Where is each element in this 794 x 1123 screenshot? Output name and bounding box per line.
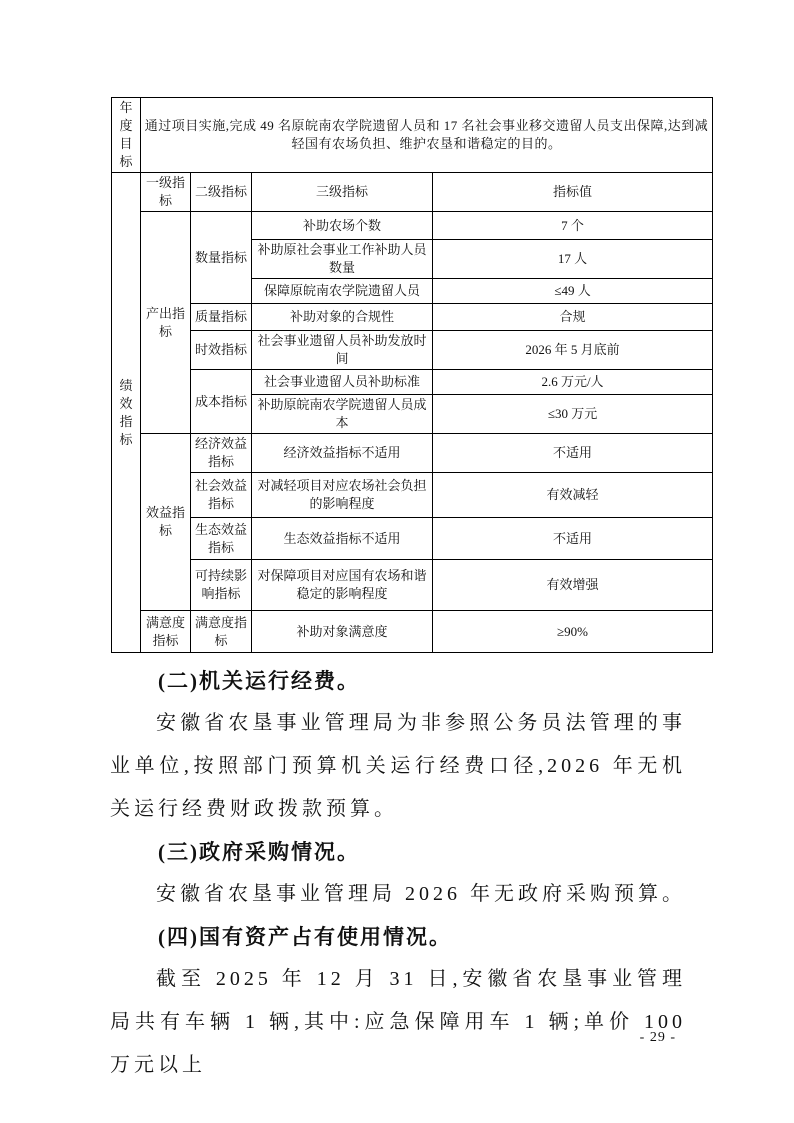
level2-cell: 社会效益指标 [191, 473, 252, 518]
section-body-2: 安徽省农垦事业管理局为非参照公务员法管理的事业单位,按照部门预算机关运行经费口径,2026 年无机关运行经费财政拨款预算。 [110, 712, 686, 820]
table-header-row [112, 173, 713, 212]
performance-indicator-table-wrap [111, 97, 713, 653]
value-cell: ≥90% [433, 611, 713, 653]
value-cell: 17 人 [433, 240, 713, 279]
value-cell: 有效减轻 [433, 473, 713, 518]
value-cell: 2026 年 5 月底前 [433, 331, 713, 370]
header-cell-level2: 二级指标 [191, 173, 252, 212]
header-cell-level1: 一级指标 [141, 173, 191, 212]
table-row [112, 434, 713, 473]
section-heading-2: (二)机关运行经费。 [158, 669, 360, 693]
annual-goal-text-cell: 通过项目实施,完成 49 名原皖南农学院遗留人员和 17 名社会事业移交遗留人员支出保障,达到减轻国有农场负担、维护农垦和谐稳定的目的。 [141, 98, 713, 173]
table-row [112, 473, 713, 518]
level1-satisfaction-cell: 满意度指标 [141, 611, 191, 653]
level3-cell: 补助农场个数 [252, 212, 433, 240]
level3-cell: 社会事业遗留人员补助发放时间 [252, 331, 433, 370]
level3-cell: 生态效益指标不适用 [252, 518, 433, 560]
table-row [112, 518, 713, 560]
level3-cell: 补助原皖南农学院遗留人员成本 [252, 395, 433, 434]
section-body-4: 截至 2025 年 12 月 31 日,安徽省农垦事业管理局共有车辆 1 辆,其中:应急保障用车 1 辆;单价 100 万元以上 [110, 968, 686, 1076]
level2-cell: 生态效益指标 [191, 518, 252, 560]
level2-cell: 经济效益指标 [191, 434, 252, 473]
value-cell: 7 个 [433, 212, 713, 240]
section-heading-4: (四)国有资产占有使用情况。 [158, 925, 452, 949]
value-cell: 合规 [433, 304, 713, 331]
section-body-3: 安徽省农垦事业管理局 2026 年无政府采购预算。 [156, 883, 686, 905]
header-cell-level3: 三级指标 [252, 173, 433, 212]
level3-cell: 补助对象的合规性 [252, 304, 433, 331]
value-cell: ≤49 人 [433, 279, 713, 304]
level2-cell: 满意度指标 [191, 611, 252, 653]
body-sections [110, 660, 686, 1087]
header-cell-value: 指标值 [433, 173, 713, 212]
level3-cell: 补助原社会事业工作补助人员数量 [252, 240, 433, 279]
level1-output-cell: 产出指标 [141, 212, 191, 434]
value-cell: 不适用 [433, 434, 713, 473]
level3-cell: 经济效益指标不适用 [252, 434, 433, 473]
performance-indicator-label-cell: 绩效指标 [112, 173, 141, 653]
value-cell: ≤30 万元 [433, 395, 713, 434]
level3-cell: 对保障项目对应国有农场和谐稳定的影响程度 [252, 560, 433, 611]
level3-cell: 对减轻项目对应农场社会负担的影响程度 [252, 473, 433, 518]
level2-cell: 时效指标 [191, 331, 252, 370]
value-cell: 有效增强 [433, 560, 713, 611]
table-row [112, 212, 713, 240]
level2-cell: 可持续影响指标 [191, 560, 252, 611]
performance-indicator-table [111, 97, 713, 653]
table-row [112, 611, 713, 653]
value-cell: 2.6 万元/人 [433, 370, 713, 395]
level3-cell: 社会事业遗留人员补助标准 [252, 370, 433, 395]
table-row [112, 98, 713, 173]
table-row [112, 331, 713, 370]
level3-cell: 保障原皖南农学院遗留人员 [252, 279, 433, 304]
table-row [112, 370, 713, 395]
annual-goal-label-cell: 年度目标 [112, 98, 141, 173]
value-cell: 不适用 [433, 518, 713, 560]
level1-benefit-cell: 效益指标 [141, 434, 191, 611]
level2-cell: 成本指标 [191, 370, 252, 434]
level3-cell: 补助对象满意度 [252, 611, 433, 653]
table-row [112, 304, 713, 331]
level2-cell: 数量指标 [191, 212, 252, 304]
table-row [112, 560, 713, 611]
section-heading-3: (三)政府采购情况。 [158, 840, 360, 864]
page-number: - 29 - [639, 1030, 676, 1045]
level2-cell: 质量指标 [191, 304, 252, 331]
